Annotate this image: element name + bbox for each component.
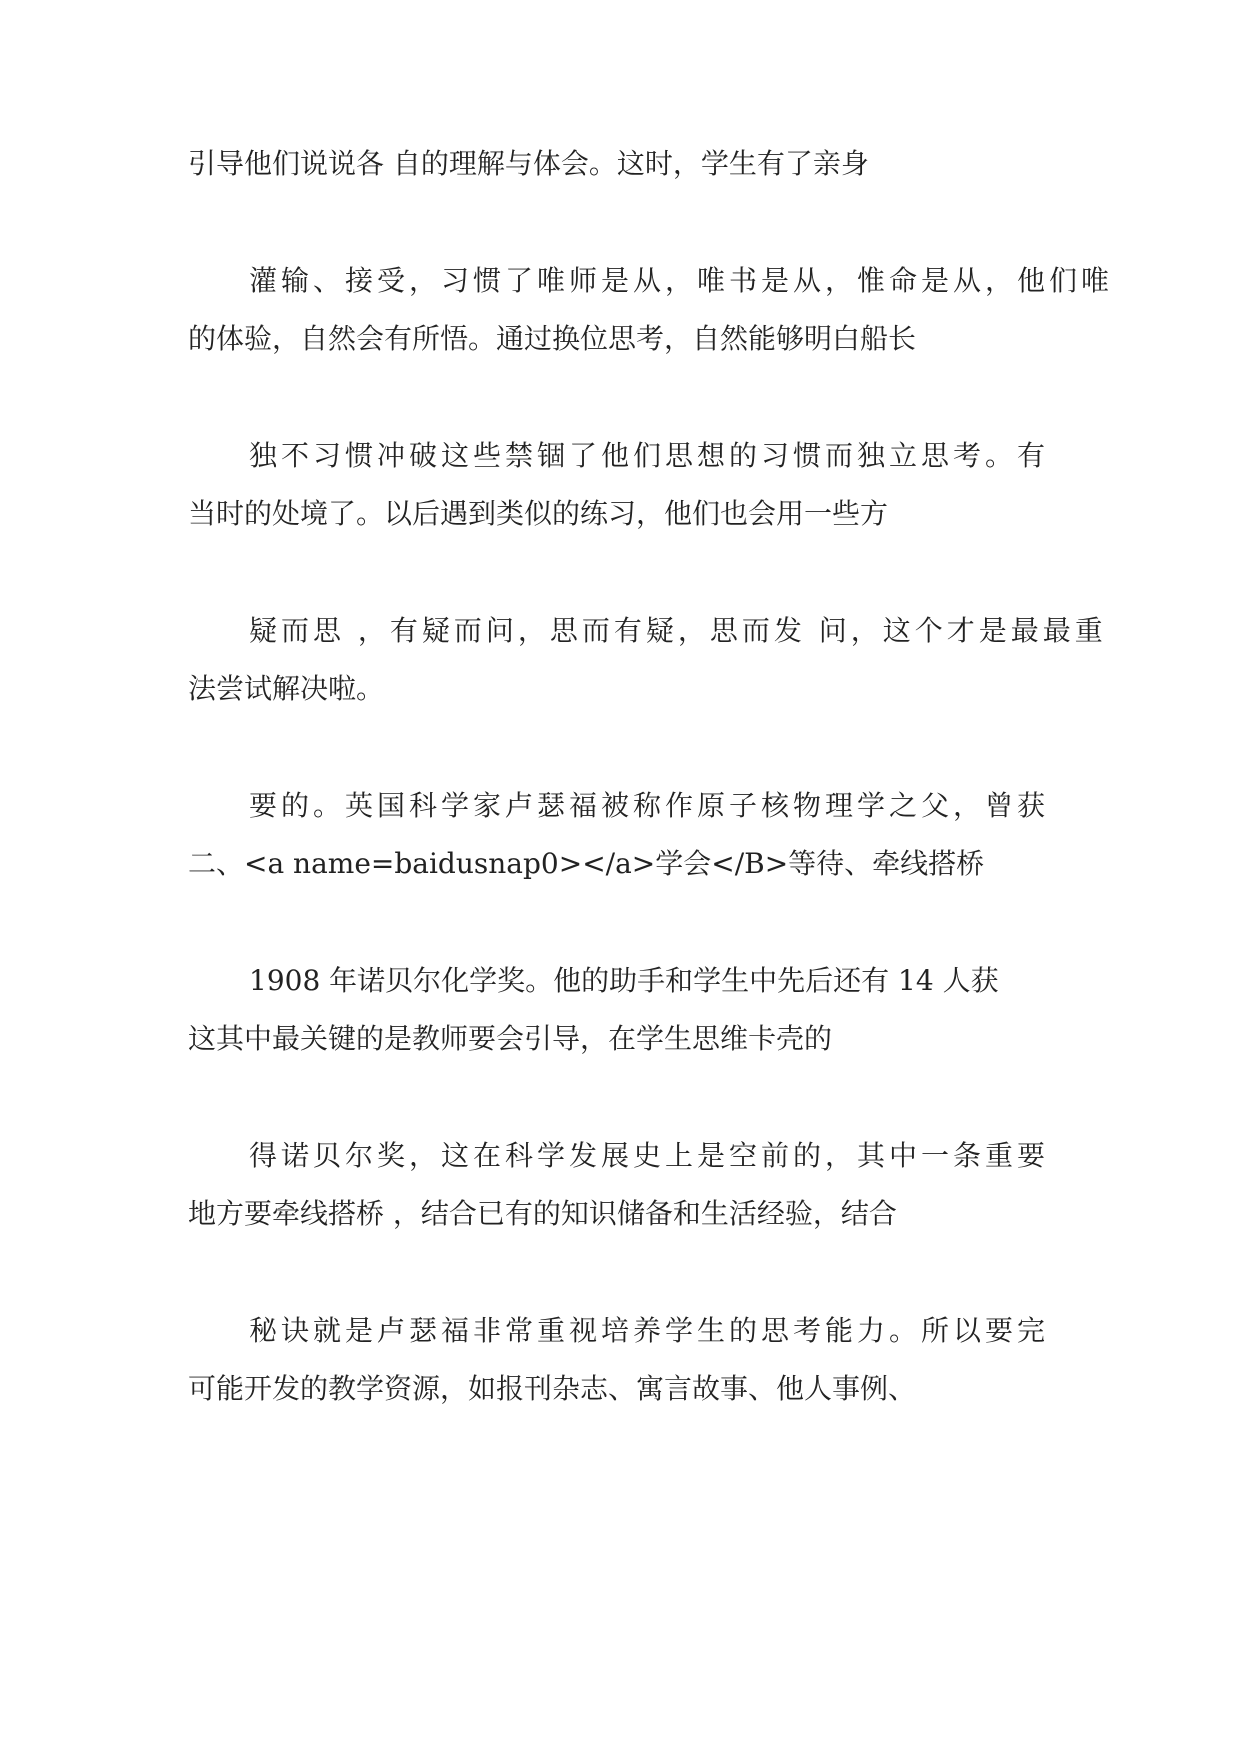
text-line-10: 1908 年诺贝尔化学奖。他的助手和学生中先后还有 14 人获 bbox=[249, 964, 999, 997]
text-line-1: 引导他们说说各 自的理解与体会。这时，学生有了亲身 bbox=[188, 147, 869, 180]
text-line-5: 当时的处境了。以后遇到类似的练习，他们也会用一些方 bbox=[188, 497, 889, 530]
text-line-6: 疑而思 ，有疑而问，思而有疑，思而发 问，这个才是最最重 bbox=[249, 614, 1107, 647]
text-line-8: 要的。英国科学家卢瑟福被称作原子核物理学之父，曾获 bbox=[249, 789, 1050, 822]
text-line-15: 可能开发的教学资源，如报刊杂志、寓言故事、他人事例、 bbox=[188, 1372, 917, 1405]
text-line-14: 秘诀就是卢瑟福非常重视培养学生的思考能力。所以要完 bbox=[249, 1314, 1050, 1347]
text-line-11: 这其中最关键的是教师要会引导，在学生思维卡壳的 bbox=[188, 1022, 833, 1055]
text-line-9: 二、<a name=baidusnap0></a>学会</B>等待、牵线搭桥 bbox=[188, 847, 985, 880]
text-line-3: 的体验，自然会有所悟。通过换位思考，自然能够明白船长 bbox=[188, 322, 917, 355]
text-line-7: 法尝试解决啦。 bbox=[188, 672, 385, 705]
text-line-4: 独不习惯冲破这些禁锢了他们思想的习惯而独立思考。有 bbox=[249, 439, 1050, 472]
text-line-13: 地方要牵线搭桥 ，结合已有的知识储备和生活经验，结合 bbox=[188, 1197, 897, 1230]
text-line-2: 灌输、接受，习惯了唯师是从，唯书是从，惟命是从，他们唯 bbox=[249, 264, 1114, 297]
text-line-12: 得诺贝尔奖，这在科学发展史上是空前的，其中一条重要 bbox=[249, 1139, 1050, 1172]
